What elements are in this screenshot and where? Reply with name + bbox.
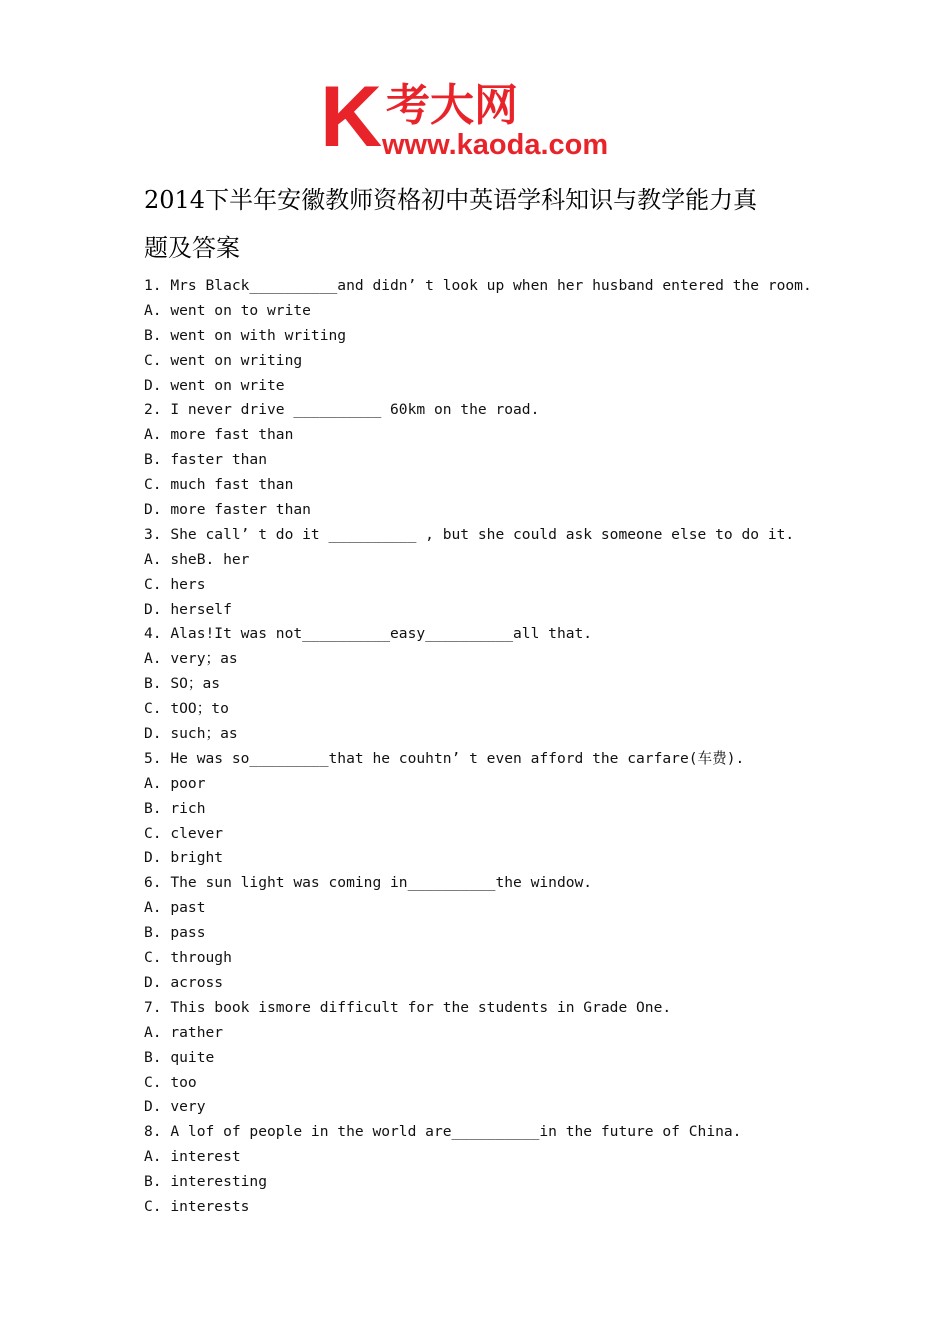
question-option: D. herself (144, 600, 232, 618)
question-option: A. very；as (144, 650, 238, 668)
question-option: A. sheB. her (144, 550, 250, 568)
question-option: D. across (144, 973, 224, 991)
question-stem: 2. I never drive __________ 60km on the road. (144, 401, 540, 419)
question-stem: 7. This book ismore difficult for the students in Grade One. (144, 998, 672, 1016)
question-stem: 1. Mrs Black__________and didn’ t look up when her husband entered the room. (144, 277, 812, 294)
question-stem: 6. The sun light was coming in__________the window. (144, 874, 593, 892)
question-option: B. rich (144, 799, 206, 817)
question-option: D. very (144, 1098, 206, 1116)
question-option: C. much fast than (144, 476, 294, 494)
question-option: D. more faster than (144, 501, 311, 519)
question-option: A. interest (144, 1148, 241, 1166)
question-option: C. too (144, 1073, 197, 1091)
question-option: D. bright (144, 849, 224, 867)
question-option: B. quite (144, 1048, 215, 1066)
question-option: A. poor (144, 774, 206, 792)
question-option: B. faster than (144, 451, 268, 469)
question-option: A. rather (144, 1023, 224, 1041)
question-option: C. hers (144, 575, 206, 593)
question-option: A. more fast than (144, 426, 294, 444)
question-option: A. went on to write (144, 301, 311, 319)
question-list (144, 274, 844, 1220)
question-option: C. went on writing (144, 351, 303, 369)
question-option: A. past (144, 899, 206, 917)
question-option: D. such；as (144, 725, 238, 743)
question-stem: 4. Alas!It was not__________easy__________all that. (144, 625, 593, 643)
question-option: C. through (144, 949, 232, 967)
logo-chinese-name: 考大网 (386, 80, 518, 131)
kaoda-logo (320, 74, 640, 160)
question-stem: 8. A lof of people in the world are__________in the future of China. (144, 1123, 742, 1141)
title-line-1: 2014下半年安徽教师资格初中英语学科知识与教学能力真 (144, 186, 758, 214)
question-option: B. interesting (144, 1173, 268, 1191)
question-stem: 3. She call’ t do it __________ , but she could ask someone else to do it. (144, 525, 795, 543)
question-option: B. pass (144, 924, 206, 942)
question-option: C. clever (144, 824, 224, 842)
logo-k-letter: K (320, 74, 383, 160)
question-stem: 5. He was so_________that he couhtn’ t even afford the carfare(车费). (144, 749, 745, 767)
question-option: B. went on with writing (144, 326, 347, 344)
question-option: D. went on write (144, 376, 285, 394)
title-line-2: 题及答案 (144, 234, 240, 262)
logo-url: www.kaoda.com (382, 129, 609, 160)
question-option: C. tOO；to (144, 700, 229, 718)
page-title (144, 176, 824, 272)
kaoda-logo-graphic (320, 74, 640, 160)
question-option: B. SO；as (144, 675, 221, 693)
question-option: C. interests (144, 1197, 250, 1215)
